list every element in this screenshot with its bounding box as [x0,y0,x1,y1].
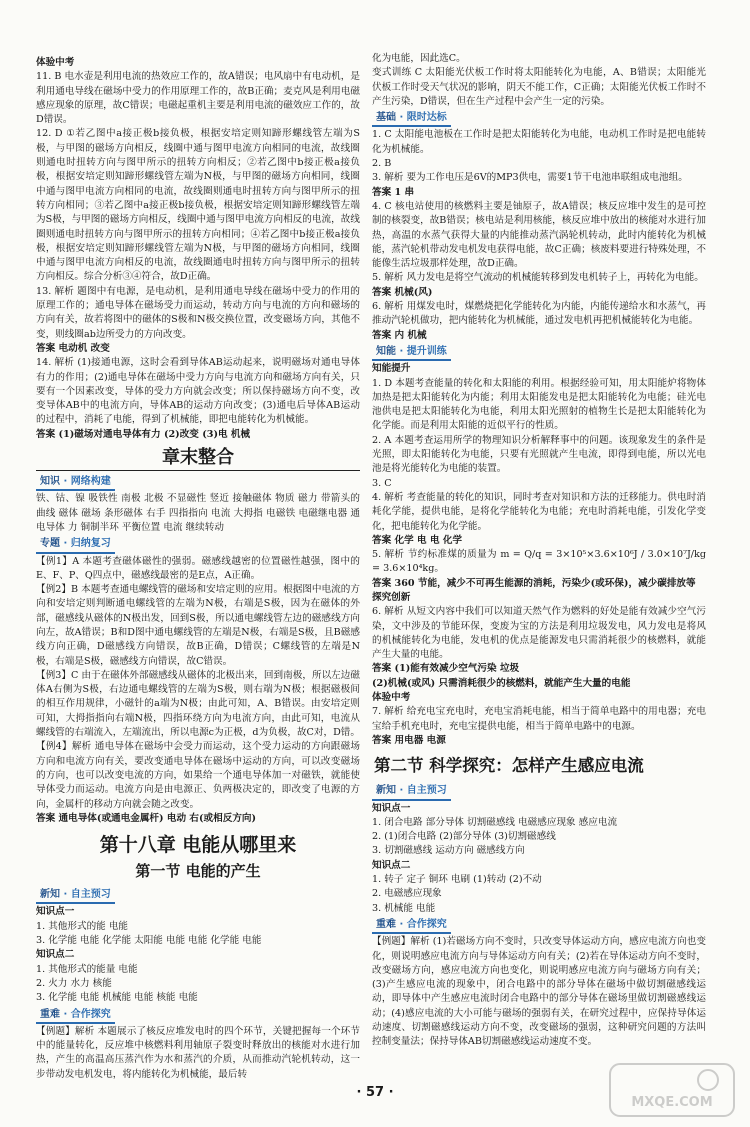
answer-line: 答案 通电导体(或通电金属杆) 电动 右(或相反方向) [36,812,257,824]
section-tag-prefix: 重难 [40,1008,60,1020]
section-tag [36,1008,115,1024]
answer-line: 化为电能，因此选C。 [372,53,466,64]
section-tag [372,111,451,127]
right-column [372,52,706,1050]
answer-paragraph: 6. 解析 用煤发电时，煤燃烧把化学能转化为内能，内能传递给水和水蒸气，再推动汽轮机做功，把内能转化为机械能，通过发电机再把机械能转化为电能。 [372,301,706,327]
answer-line: 3. 化学能 电能 机械能 电能 核能 电能 [36,992,198,1004]
section-heading: 体验中考 [36,57,75,68]
answer-paragraph: 13. 解析 题图中有电源，是电动机，是利用通电导线在磁场中受力的作用的原理工作的；通电导体在磁场受力而运动，转动方向与电流的方向和磁场的方向有关，故若将图中的磁体的S极和N极交换位置，改变磁场方向，其他不变，则线圈ab边所受力的方向改变。 [36,285,360,340]
answer-line: 3. 机械能 电能 [372,902,436,914]
answer-line: 答案 1 串 [372,186,415,198]
answer-line: 2. (1)闭合电路 (2)部分导体 (3)切割磁感线 [372,831,556,843]
answer-paragraph: 5. 解析 风力发电是将空气流动的机械能转移到发电机转子上，再转化为电能。 [372,272,704,284]
answer-paragraph: 【例3】C 由于在磁体外部磁感线从磁体的北极出来，回到南极，所以左边磁体A右侧为S极，右边通电螺线管的左端为S极，则右端为N极；根据磁极间的相互作用规律，小磁针的a端为N极；由此可知，A、B错误。由安培定则可知，大拇指指向右端N极，四指环绕方向为电流方向，由此可知，电流从螺线管的右端流入，左端流出，所以电源c为正极，d为负极，故C对，D错。 [36,669,360,739]
svg-text:MXQE.COM: MXQE.COM [631,1095,713,1110]
section-tag [36,888,115,904]
answer-paragraph: 11. B 电水壶是利用电流的热效应工作的，故A错误；电风扇中有电动机，是利用通电导线在磁场中受力的作用原理工作的，故B正确；麦克风是利用电磁感应现象的原理，故C错误；电磁起重机主要是利用电流的磁效应工作的，故D错误。 [36,71,360,126]
section-tag [36,537,115,553]
answer-paragraph: 4. 解析 考查能量的转化的知识，同时考查对知识和方法的迁移能力。供电时消耗化学能，提供电能，是将化学能转化为电能；充电时消耗电能，引发化学变化，把电能转化为化学能。 [372,491,706,532]
answer-paragraph: 变式训练 C 太阳能光伏板工作时将太阳能转化为电能，A、B错误；太阳能光伏板工作时受天气状况的影响，阴天不能工作，C正确；太阳能光伏板工作时不产生污染，D错误，但在生产过程中会产生一定的污染。 [372,67,706,107]
section-tag-suffix: · 限时达标 [396,112,447,124]
answer-paragraph: 2. A 本题考查运用所学的物理知识分析解释事中的问题。该现象发生的条件是光照，即太阳能转化为电能，只要有光照就产生电流，即得到电能，所以光电池是将光能转化为电能的装置。 [372,434,706,475]
section-tag-prefix: 知识 [40,476,60,488]
answer-line: 答案 用电器 电源 [372,734,446,746]
section-tag-prefix: 知能 [376,345,396,357]
page-number: · 57 · [356,1085,394,1100]
answer-line: 3. 化学能 电能 化学能 太阳能 电能 电能 化学能 电能 [36,935,262,947]
answer-line: 答案 (1)能有效减少空气污染 垃圾 [372,663,520,675]
section-tag [372,918,451,934]
answer-line: 3. C [372,477,392,489]
knowledge-point-label: 知识点二 [36,949,75,961]
knowledge-point-label: 知识点二 [372,859,411,871]
answer-line: 2. B [372,158,392,170]
answer-paragraph: 12. D ①若乙图中a接正极b接负极，根据安培定则知蹄形螺线管左端为S极，与甲图的磁场方向相反，线圈中通与图甲电流方向相同的电流，故线圈则通电时扭转方向与图甲所示的扭转方向相反；②若乙图中b接正极a接负极，根据安培定则知蹄形螺线管左端为N极，与甲图的磁场方向相同，线圈中通与图甲电流方向相同的电流，故线圈则通电时扭转方向与图甲所示的扭转方向相同；③若乙图中a接正极b接负极，根据安培定则知蹄形螺线管左端为S极，与甲图的磁场方向相反，线圈中通与图甲电流方向相反的电流，故线圈则通电时扭转方向与图甲所示的扭转方向相同；④若乙图中b接正极a接负极，根据安培定则知蹄形螺线管左端为N极，与甲图的磁场方向相同，线圈中通与图甲电流方向相反的电流，故线圈通电时扭转方向与图甲所示的扭转方向相反。综合分析③④符合，故D正确。 [36,128,360,283]
answer-paragraph: 4. C 核电站使用的核燃料主要是铀原子，故A错误；核反应堆中发生的是可控制的核裂变，故B错误；核电站是利用核能，核反应堆中放出的核能对水进行加热，高温的水蒸气获得大量的内能推动蒸汽涡轮机转动，此时内能转化为机械能，蒸汽轮机带动发电机发电获得电能，故C正确；核废料要进行特殊处理，不能像生活垃圾那样处理，故D正确。 [372,200,706,270]
lesson-title: 第一节 电能的产生 [135,862,261,881]
subsection-heading: 探究创新 [372,591,411,603]
answer-line: 1. 闭合电路 部分导体 切割磁感线 电磁感应现象 感应电流 [372,816,618,828]
section-tag-suffix: · 归纳复习 [60,538,111,550]
answer-paragraph: 【例2】B 本题考查通电螺线管的磁场和安培定则的应用。根据图中电流的方向和安培定则判断通电螺线管的左端为N极，右端是S极，因为在磁体的外部，磁感线从磁体的N极出发，回到S极，所以通电螺线管左边的磁感线方向向左，故A错误；B和D图中通电螺线管的左端是N极，右端是S极，且B磁感线方向正确，D磁感线方向错误，故B正确，D错误；C螺线管的左端是N极，右端是S极，磁感线方向错误，故C错误。 [36,584,360,667]
answer-paragraph: 【例1】A 本题考查磁体磁性的强弱。磁感线越密的位置磁性越强，图中的E、F、P、Q四点中，磁感线最密的是E点，A正确。 [36,555,360,581]
answer-paragraph: 7. 解析 给充电宝充电时，充电宝消耗电能，相当于简单电路中的用电器；充电宝给手机充电时，充电宝提供电能，相当于简单电路中的电源。 [372,706,706,732]
answer-paragraph: 1. D 本题考查能量的转化和太阳能的利用。根据经验可知，用太阳能炉将物体加热是把太阳能转化为内能；利用太阳能发电是把太阳能转化为电能；硅光电池供电是把太阳能转化为电能，利用太阳光照射的植物生长是把太阳能转化为化学能。而是利用太阳能的近似平行的性质。 [372,377,706,432]
section-tag-prefix: 专题 [40,538,60,550]
answer-line: 2. 电磁感应现象 [372,888,442,900]
left-column [36,56,360,1082]
section-tag-suffix: · 提升训练 [396,345,447,357]
section-tag [36,475,115,491]
section-tag-prefix: 重难 [376,918,396,930]
answer-line: 答案 360 节能，减少不可再生能源的消耗，污染少(或环保)，减少碳排放等 [372,577,696,589]
answer-paragraph: 6. 解析 从短文内容中我们可以知道天然气作为燃料的好处是能有效减少空气污染，文中涉及的节能环保，变废为宝的方法是利用垃圾发电，风力发电是将风的机械能转化为电能，发电机的优点是能源发电只需消耗很少的核燃料，就能产生大量的电能。 [372,606,706,661]
section-tag [372,345,451,361]
answer-line: 答案 电动机 改变 [36,342,110,354]
answer-line: 1. 转子 定子 铜环 电刷 (1)转动 (2)不动 [372,874,542,886]
section-tag-prefix: 新知 [376,785,396,797]
chapter-summary-title: 章末整合 [36,446,360,471]
answer-line: 2. 火力 水力 核能 [36,977,112,989]
answer-paragraph: 1. C 太阳能电池板在工作时是把太阳能转化为电能，电动机工作时是把电能转化为机械能。 [372,129,706,155]
section-tag-prefix: 基础 [376,112,396,124]
watermark-logo [608,1062,736,1118]
section-tag-prefix: 新知 [40,889,60,901]
answer-line: 答案 (1)磁场对通电导体有力 (2)改变 (3)电 机械 [36,428,251,440]
section-tag-suffix: · 自主预习 [60,889,111,901]
answer-paragraph: 3. 解析 要为工作电压是6V的MP3供电，需要1节干电池串联组成电池组。 [372,172,688,184]
knowledge-point-label: 知识点一 [36,906,75,918]
answer-paragraph: 【例4】解析 通电导体在磁场中会受力而运动，这个受力运动的方向跟磁场方向和电流方向有关，要改变通电导体在磁场中运动的方向，可以改变磁场的方向，也可以改变电流的方向，如果给一个通电导体加一对磁铁，就能使导体受力而运动。电流方向是由电源正、负两极决定的，即改变了电源的方向，金属杆的移动方向就会随之改变。 [36,741,360,810]
answer-line: (2)机械(或风) 只需消耗很少的核燃料，就能产生大量的电能 [372,677,631,689]
section-tag-suffix: · 自主预习 [396,785,447,797]
answer-paragraph: 【例题】解析 本题展示了核反应堆发电时的四个环节，关键把握每一个环节中的能量转化，反应堆中核燃料利用轴原子裂变时释放出的核能对水进行加热，产生的高温高压蒸汽作为水和蒸汽的介质，从而推动汽轮机转动，这一步带动发电机发电，将内能转化为机械能，最后转 [36,1025,360,1080]
section-tag [372,784,451,800]
answer-paragraph: 【例题】解析 (1)若磁场方向不变时，只改变导体运动方向，感应电流方向也变化，则说明感应电流方向与导体运动方向有关；(2)若在导体运动方向不变时，改变磁场方向，感应电流方向也变化，则说明感应电流方向与磁场方向有关；(3)产生感应电流的现象中，闭合电路中的部分导体在磁场中做切割磁感线运动，即导体中产生感应电流时闭合电路中的部分导体在磁场里做切割磁感线运动；(4)感应电流的大小可能与磁场的强弱有关，在研究过程中，应保持导体运动速度、切割磁感线运动方向不变，改变磁场的强弱，这种研究问题的方法叫控制变量法；保持导体AB切割磁感线运动速度不变。 [372,936,706,1048]
chapter-title: 第十八章 电能从哪里来 [99,834,297,857]
answer-line: 1. 其他形式的能量 电能 [36,963,138,975]
answer-line: 1. 其他形式的能 电能 [36,920,129,932]
lesson-title: 第二节 科学探究：怎样产生感应电流 [374,756,644,776]
section-tag-suffix: · 合作探究 [396,918,447,930]
answer-line: 3. 切割磁感线 运动方向 磁感线方向 [372,845,525,857]
answer-line: 答案 内 机械 [372,329,427,341]
section-tag-suffix: · 合作探究 [60,1008,111,1020]
answer-paragraph: 5. 解析 节约标准煤的质量为 m = Q/q = 3×10⁵×3.6×10⁶J / 3.0×10⁷J/kg = 3.6×10⁴kg。 [372,549,706,575]
subsection-heading: 知能提升 [372,363,411,375]
answer-paragraph: 铁、钴、镍 吸铁性 南极 北极 不显磁性 竖近 接触磁体 物质 磁力 带箭头的曲线 磁体 磁场 条形磁体 右手 四指指向 电流 大拇指 电磁铁 电磁继电器 通电导体 力 铜制半环 平衡位置 电流 继续转动 [36,493,360,533]
answer-paragraph: 14. 解析 (1)接通电源，这时会看到导体AB运动起来，说明磁场对通电导体有力的作用；(2)通电导体在磁场中受力方向与电流方向和磁场方向有关，只要有一个因素改变，导体的受力方向就会改变；所以保持磁场方向不变，改变导体AB中的电流方向，导体AB的运动方向改变；(3)通电后导体AB运动的过程中，消耗了电能，得到了机械能，即把电能转化为机械能。 [36,357,360,426]
subsection-heading: 体验中考 [372,692,411,704]
knowledge-point-label: 知识点一 [372,802,411,814]
section-tag-suffix: · 网络构建 [60,476,111,488]
answer-line: 答案 机械(风) [372,286,433,298]
answer-line: 答案 化学 电 电 化学 [372,534,463,546]
